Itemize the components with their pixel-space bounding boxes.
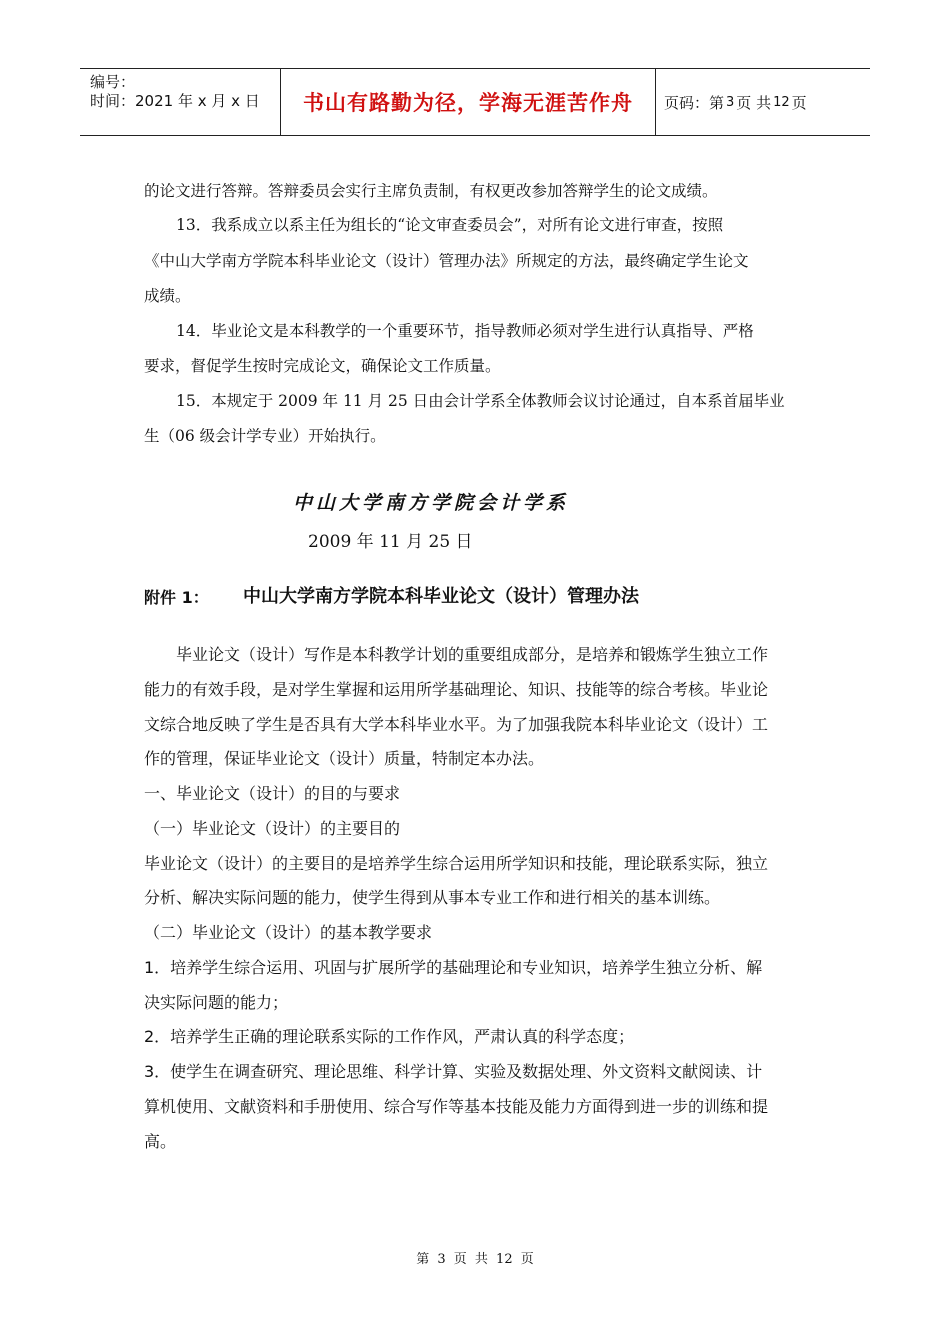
- body-line: 文综合地反映了学生是否具有大学本科毕业水平。为了加强我院本科毕业论文（设计）工: [144, 715, 769, 734]
- page-total: 12: [773, 94, 790, 110]
- body-line: 15．本规定于 2009 年 11 月 25 日由会计学系全体教师会议讨论通过，自本系首届毕业: [176, 392, 785, 410]
- page-number: 3: [726, 94, 735, 110]
- header-meta: [80, 69, 281, 135]
- section-heading: 一、毕业论文（设计）的目的与要求: [144, 784, 401, 803]
- body-line: 作的管理，保证毕业论文（设计）质量，特制定本办法。: [144, 749, 545, 768]
- page-footer: 第 3 页 共 12 页: [416, 1252, 534, 1267]
- body-line: 生（06 级会计学专业）开始执行。: [144, 427, 386, 445]
- page-prefix: 页码：第: [664, 93, 725, 112]
- header-motto: 书山有路勤为径，学海无涯苦作舟: [281, 69, 656, 135]
- header-page-info: [656, 69, 870, 135]
- attachment-title: 中山大学南方学院本科毕业论文（设计）管理办法: [243, 586, 639, 607]
- list-item: 1．培养学生综合运用、巩固与扩展所学的基础理论和专业知识，培养学生独立分析、解: [144, 958, 763, 977]
- signature-org: 中山大学南方学院会计学系: [293, 492, 570, 514]
- attachment-label: 附件 1：: [144, 588, 209, 607]
- code-label: 编号：: [90, 73, 136, 91]
- page-suffix: 页: [791, 93, 807, 112]
- body-line: 毕业论文（设计）的主要目的是培养学生综合运用所学知识和技能，理论联系实际，独立: [144, 854, 769, 873]
- list-item-cont: 决实际问题的能力；: [144, 993, 289, 1012]
- list-item-cont: 高。: [144, 1132, 177, 1151]
- body-line: 14．毕业论文是本科教学的一个重要环节，指导教师必须对学生进行认真指导、严格: [176, 322, 754, 340]
- page-header: [80, 68, 870, 136]
- list-item-cont: 算机使用、文献资料和手册使用、综合写作等基本技能及能力方面得到进一步的训练和提: [144, 1097, 769, 1116]
- body-line: 《中山大学南方学院本科毕业论文（设计）管理办法》所规定的方法，最终确定学生论文: [144, 252, 749, 270]
- body-line: 要求，督促学生按时完成论文，确保论文工作质量。: [144, 357, 501, 375]
- subsection-heading: （二）毕业论文（设计）的基本教学要求: [144, 923, 433, 942]
- list-item: 2．培养学生正确的理论联系实际的工作作风，严肃认真的科学态度；: [144, 1027, 635, 1046]
- signature-date: 2009 年 11 月 25 日: [308, 532, 473, 552]
- list-item: 3．使学生在调查研究、理论思维、科学计算、实验及数据处理、外文资料文献阅读、计: [144, 1062, 763, 1081]
- body-line: 毕业论文（设计）写作是本科教学计划的重要组成部分，是培养和锻炼学生独立工作: [176, 645, 769, 664]
- time-label: 时间：2021 年 x 月 x 日: [90, 92, 260, 110]
- page-mid: 页 共: [736, 93, 772, 112]
- body-line: 13．我系成立以系主任为组长的“论文审查委员会”，对所有论文进行审查，按照: [176, 216, 724, 234]
- body-line: 能力的有效手段，是对学生掌握和运用所学基础理论、知识、技能等的综合考核。毕业论: [144, 680, 769, 699]
- body-line: 成绩。: [144, 287, 191, 305]
- body-line: 的论文进行答辩。答辩委员会实行主席负责制，有权更改参加答辩学生的论文成绩。: [144, 182, 718, 200]
- body-line: 分析、解决实际问题的能力，使学生得到从事本专业工作和进行相关的基本训练。: [144, 888, 721, 907]
- subsection-heading: （一）毕业论文（设计）的主要目的: [144, 819, 401, 838]
